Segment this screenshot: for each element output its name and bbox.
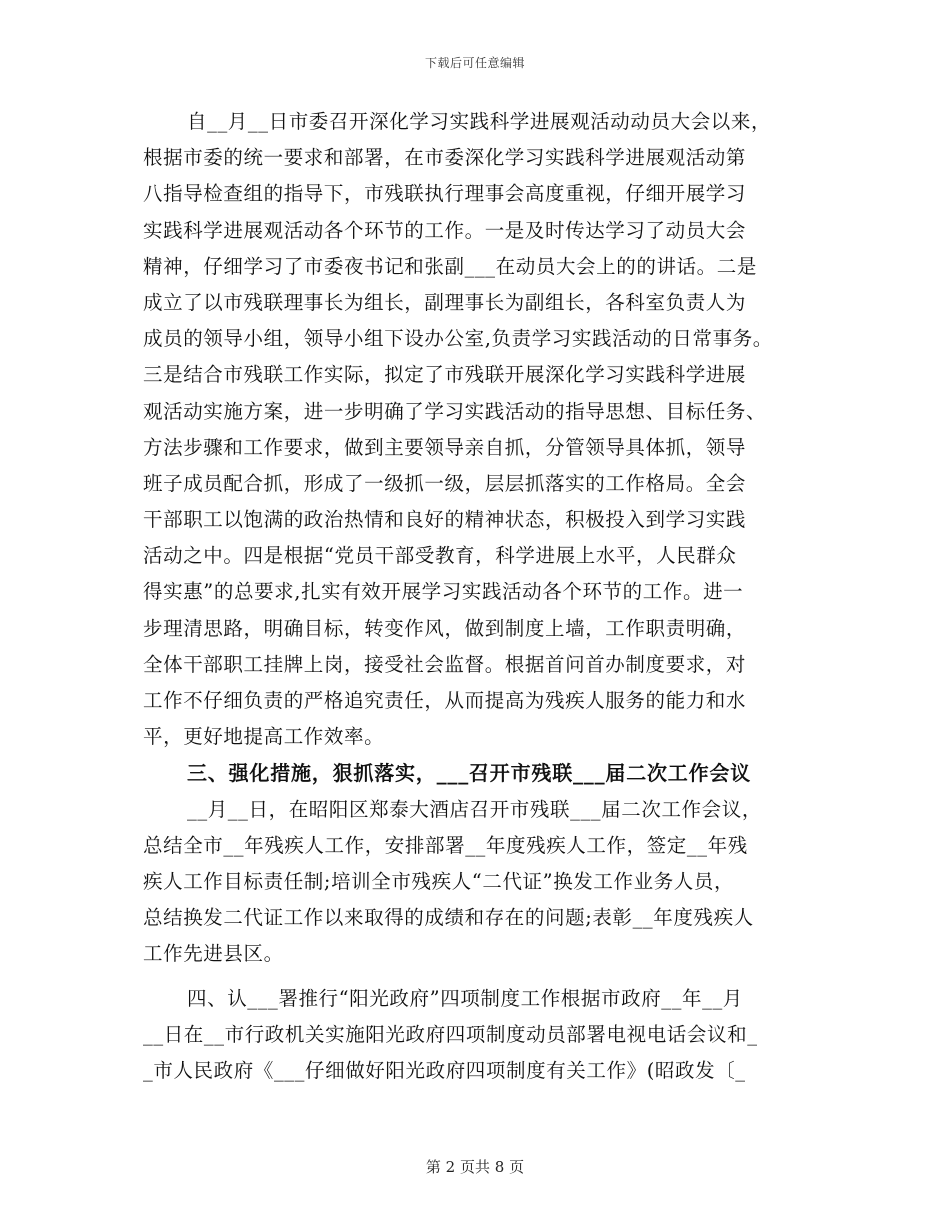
- paragraph-line: 根据市委的统一要求和部署，在市委深化学习实践科学进展观活动第: [143, 146, 747, 170]
- paragraph-line: 四、认___署推行“阳光政府”四项制度工作根据市政府__年__月: [187, 986, 743, 1010]
- paragraph-line: 八指导检查组的指导下，市残联执行理事会高度重视，仔细开展学习: [143, 182, 747, 206]
- paragraph-line: 疾人工作目标责任制;培训全市残疾人“二代证”换发工作业务人员，: [143, 869, 735, 893]
- paragraph-line: 全体干部职工挂牌上岗，接受社会监督。根据首问首办制度要求，对: [143, 652, 747, 676]
- paragraph-line: 活动之中。四是根据“党员干部受教育，科学进展上水平，人民群众: [143, 544, 737, 568]
- paragraph-line: 工作先进县区。: [143, 942, 284, 966]
- paragraph-line: 班子成员配合抓，形成了一级抓一级，层层抓落实的工作格局。全会: [143, 471, 747, 495]
- paragraph-line: 三是结合市残联工作实际，拟定了市残联开展深化学习实践科学进展: [143, 363, 747, 387]
- paragraph-line: 成立了以市残联理事长为组长，副理事长为副组长，各科室负责人为: [143, 290, 747, 314]
- page-footer: 第 2 页共 8 页: [425, 1158, 525, 1176]
- paragraph-line: 平，更好地提高工作效率。: [143, 725, 385, 749]
- paragraph-line: 总结换发二代证工作以来取得的成绩和存在的问题;表彰__年度残疾人: [143, 906, 754, 930]
- paragraph-line: __月__日，在昭阳区郑泰大酒店召开市残联___届二次工作会议，: [187, 797, 762, 821]
- paragraph-gap: [143, 973, 833, 981]
- paragraph-line: 得实惠”的总要求,扎实有效开展学习实践活动各个环节的工作。进一: [143, 580, 744, 604]
- paragraph-line: _市人民政府《___仔细做好阳光政府四项制度有关工作》(昭政发〔_: [143, 1058, 746, 1082]
- paragraph-line: 方法步骤和工作要求，做到主要领导亲自抓，分管领导具体抓，领导: [143, 435, 747, 459]
- page-header: 下载后可任意编辑: [424, 56, 525, 70]
- paragraph-line: 步理清思路，明确目标，转变作风，做到制度上墙，工作职责明确，: [143, 616, 747, 640]
- paragraph-line: __日在__市行政机关实施阳光政府四项制度动员部署电视电话会议和_: [143, 1022, 758, 1046]
- paragraph-line: 精神，仔细学习了市委夜书记和张副___在动员大会上的的讲话。二是: [143, 254, 757, 278]
- paragraph-line: 成员的领导小组，领导小组下设办公室,负责学习实践活动的日常事务。: [143, 327, 773, 351]
- paragraph-line: 观活动实施方案，进一步明确了学习实践活动的指导思想、目标任务、: [143, 399, 767, 423]
- section-heading: 三、强化措施，狠抓落实，___召开市残联___届二次工作会议: [187, 761, 751, 786]
- paragraph-line: 实践科学进展观活动各个环节的工作。一是及时传达学习了动员大会: [143, 218, 747, 242]
- paragraph-line: 自__月__日市委召开深化学习实践科学进展观活动动员大会以来，: [187, 110, 772, 133]
- paragraph-line: 干部职工以饱满的政治热情和良好的精神状态，积极投入到学习实践: [143, 508, 747, 532]
- paragraph-line: 总结全市__年残疾人工作，安排部署__年度残疾人工作，签定__年残: [143, 833, 748, 857]
- paragraph-line: 工作不仔细负责的严格追究责任，从而提高为残疾人服务的能力和水: [143, 689, 747, 712]
- document-body: [143, 104, 833, 1089]
